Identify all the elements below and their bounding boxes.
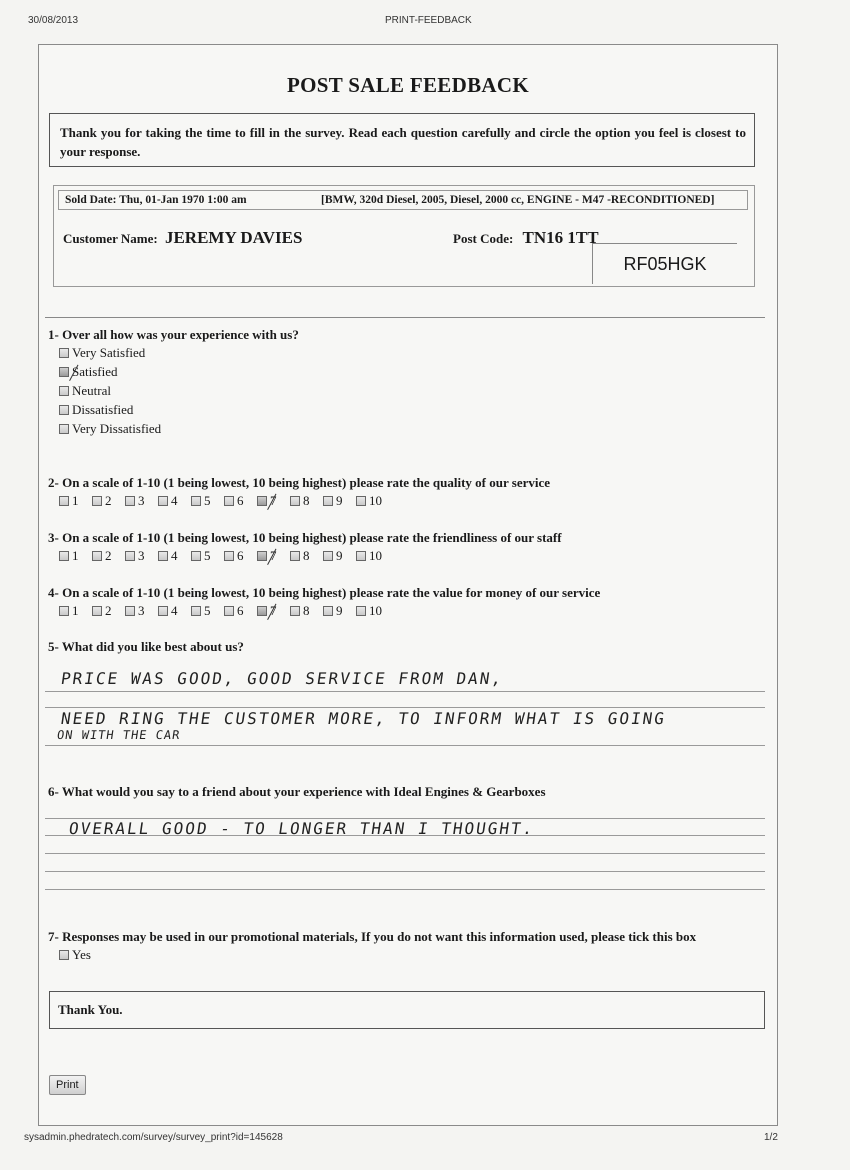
q2-option-10[interactable]: 10 (356, 493, 392, 509)
answer-line (45, 889, 765, 890)
checkbox[interactable] (125, 551, 135, 561)
checkbox[interactable] (290, 496, 300, 506)
question-2-scale (59, 493, 392, 509)
page-url: sysadmin.phedratech.com/survey/survey_print?id=145628 (24, 1132, 283, 1143)
q1-option-dissatisfied[interactable]: Dissatisfied (59, 400, 161, 419)
checkbox[interactable] (59, 424, 69, 434)
answer-line (45, 707, 765, 708)
q3-option-9[interactable]: 9 (323, 548, 356, 564)
print-date: 30/08/2013 (28, 15, 79, 26)
page-number: 1/2 (764, 1132, 778, 1143)
question-6: 6- What would you say to a friend about your experience with Ideal Engines & Gearboxes (48, 784, 546, 799)
q3-option-4[interactable]: 4 (158, 548, 191, 564)
question-1-options (59, 343, 161, 438)
customer-name-value: JEREMY DAVIES (164, 228, 303, 247)
q2-option-4[interactable]: 4 (158, 493, 191, 509)
checkbox[interactable] (290, 606, 300, 616)
sold-date-value: Thu, 01-Jan 1970 1:00 am (119, 194, 247, 206)
divider (45, 317, 765, 318)
checkbox[interactable] (191, 551, 201, 561)
checkbox[interactable] (290, 551, 300, 561)
checkbox[interactable] (92, 606, 102, 616)
checkbox[interactable] (356, 551, 366, 561)
sale-info-box (53, 185, 755, 287)
q4-option-5[interactable]: 5 (191, 603, 224, 619)
q3-option-7[interactable]: 7 (257, 548, 290, 564)
q3-option-5[interactable]: 5 (191, 548, 224, 564)
registration-plate: RF05HGK (592, 243, 737, 284)
form-title: POST SALE FEEDBACK (287, 73, 529, 97)
q6-handwritten-answer: OVERALL GOOD - TO LONGER THAN I THOUGHT. (67, 819, 536, 838)
checkbox[interactable] (59, 950, 69, 960)
q3-option-2[interactable]: 2 (92, 548, 125, 564)
q1-option-neutral[interactable]: Neutral (59, 381, 161, 400)
question-1: 1- Over all how was your experience with us? (48, 327, 299, 342)
checkbox[interactable] (59, 551, 69, 561)
checkbox[interactable] (158, 606, 168, 616)
question-4-scale (59, 603, 392, 619)
checkbox[interactable] (158, 496, 168, 506)
q4-option-10[interactable]: 10 (356, 603, 392, 619)
q2-option-5[interactable]: 5 (191, 493, 224, 509)
question-3-scale (59, 548, 392, 564)
q7-option-yes[interactable]: Yes (59, 945, 91, 964)
checkbox[interactable] (59, 606, 69, 616)
checkbox[interactable] (356, 496, 366, 506)
checkbox-checked[interactable] (257, 551, 267, 561)
thank-you-box: Thank You. (49, 991, 765, 1029)
checkbox[interactable] (59, 405, 69, 415)
checkbox[interactable] (59, 348, 69, 358)
customer-name-label: Customer Name: (63, 231, 158, 246)
q3-option-3[interactable]: 3 (125, 548, 158, 564)
print-title: PRINT-FEEDBACK (385, 15, 472, 26)
q2-option-1[interactable]: 1 (59, 493, 92, 509)
q2-option-9[interactable]: 9 (323, 493, 356, 509)
q3-option-8[interactable]: 8 (290, 548, 323, 564)
sold-date-label: Sold Date: (65, 194, 117, 206)
answer-line (45, 853, 765, 854)
answer-line (45, 871, 765, 872)
checkbox[interactable] (191, 496, 201, 506)
feedback-form (38, 44, 778, 1126)
post-code (453, 228, 599, 248)
q2-option-6[interactable]: 6 (224, 493, 257, 509)
q1-option-very-satisfied[interactable]: Very Satisfied (59, 343, 161, 362)
checkbox[interactable] (92, 496, 102, 506)
q5-handwritten-answer-line-3: ON WITH THE CAR (56, 728, 182, 742)
question-7: 7- Responses may be used in our promotional materials, If you do not want this information used, please tick this box (48, 929, 697, 944)
checkbox[interactable] (323, 496, 333, 506)
checkbox[interactable] (224, 496, 234, 506)
post-code-value: TN16 1TT (522, 228, 599, 247)
question-4: 4- On a scale of 1-10 (1 being lowest, 10 being highest) please rate the value for money of our service (48, 585, 601, 600)
post-code-label: Post Code: (453, 231, 514, 246)
checkbox[interactable] (59, 496, 69, 506)
q3-option-1[interactable]: 1 (59, 548, 92, 564)
q4-option-6[interactable]: 6 (224, 603, 257, 619)
q1-option-very-dissatisfied[interactable]: Very Dissatisfied (59, 419, 161, 438)
q4-option-7[interactable]: 7 (257, 603, 290, 619)
answer-line (45, 691, 765, 692)
question-7-options (59, 945, 91, 964)
checkbox[interactable] (224, 551, 234, 561)
q2-option-8[interactable]: 8 (290, 493, 323, 509)
vehicle-details: [BMW, 320d Diesel, 2005, Diesel, 2000 cc, ENGINE - M47 -RECONDITIONED] (321, 194, 715, 206)
question-2: 2- On a scale of 1-10 (1 being lowest, 10 being highest) please rate the quality of our service (48, 475, 551, 490)
question-3: 3- On a scale of 1-10 (1 being lowest, 10 being highest) please rate the friendliness of our staff (48, 530, 562, 545)
checkbox[interactable] (356, 606, 366, 616)
q1-option-satisfied[interactable]: Satisfied (59, 362, 161, 381)
q4-option-8[interactable]: 8 (290, 603, 323, 619)
customer-name (63, 228, 302, 248)
q5-handwritten-answer-line-2: NEED RING THE CUSTOMER MORE, TO INFORM WHAT IS GOING (59, 709, 668, 728)
checkbox-checked[interactable] (257, 496, 267, 506)
checkbox[interactable] (125, 606, 135, 616)
q2-option-2[interactable]: 2 (92, 493, 125, 509)
q3-option-6[interactable]: 6 (224, 548, 257, 564)
q5-handwritten-answer-line-1: PRICE WAS GOOD, GOOD SERVICE FROM DAN, (59, 669, 505, 688)
checkbox[interactable] (92, 551, 102, 561)
sale-details-row (58, 190, 748, 210)
intro-box: Thank you for taking the time to fill in the survey. Read each question carefully and circle the option you feel is closest to your response. (49, 113, 755, 167)
question-5: 5- What did you like best about us? (48, 639, 244, 654)
q4-option-9[interactable]: 9 (323, 603, 356, 619)
print-button[interactable]: Print (49, 1075, 86, 1095)
checkbox[interactable] (158, 551, 168, 561)
q2-option-3[interactable]: 3 (125, 493, 158, 509)
q4-option-1[interactable]: 1 (59, 603, 92, 619)
checkbox[interactable] (125, 496, 135, 506)
checkbox[interactable] (323, 606, 333, 616)
checkbox[interactable] (224, 606, 234, 616)
checkbox[interactable] (323, 551, 333, 561)
answer-line (45, 835, 765, 836)
q2-option-7[interactable]: 7 (257, 493, 290, 509)
checkbox-checked[interactable] (257, 606, 267, 616)
q3-option-10[interactable]: 10 (356, 548, 392, 564)
checkbox[interactable] (191, 606, 201, 616)
q4-option-4[interactable]: 4 (158, 603, 191, 619)
checkbox-checked[interactable] (59, 367, 69, 377)
q4-option-2[interactable]: 2 (92, 603, 125, 619)
answer-line (45, 818, 765, 819)
checkbox[interactable] (59, 386, 69, 396)
q4-option-3[interactable]: 3 (125, 603, 158, 619)
answer-line (45, 745, 765, 746)
